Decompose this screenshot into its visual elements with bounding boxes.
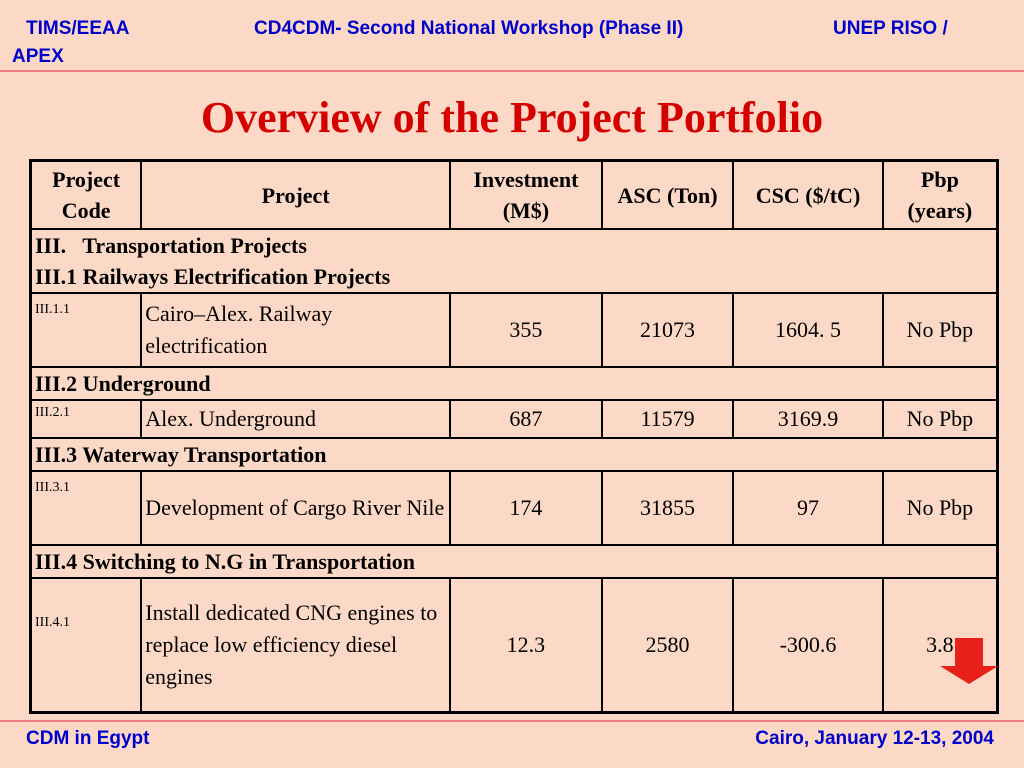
- project-portfolio-table: [29, 159, 999, 714]
- section-heading: [31, 229, 998, 293]
- col-header-csc: CSC ($/tC): [733, 161, 882, 230]
- footer-rule: [0, 720, 1024, 722]
- section-row: [31, 367, 998, 400]
- cell-asc: 2580: [602, 578, 734, 713]
- cell-csc: 1604. 5: [733, 293, 882, 367]
- cell-pbp: No Pbp: [883, 471, 998, 545]
- cell-code: III.1.1: [31, 293, 142, 367]
- cell-code: III.4.1: [31, 578, 142, 713]
- cell-csc: -300.6: [733, 578, 882, 713]
- footer-right: Cairo, January 12-13, 2004: [755, 728, 994, 749]
- cell-asc: 21073: [602, 293, 734, 367]
- section-row: [31, 229, 998, 293]
- table-row: [31, 578, 998, 713]
- header-org-right-cont: APEX: [12, 46, 64, 67]
- cell-project: Alex. Underground: [141, 400, 450, 438]
- cell-pbp: No Pbp: [883, 293, 998, 367]
- cell-asc: 11579: [602, 400, 734, 438]
- cell-project: Cairo–Alex. Railway electrification: [141, 293, 450, 367]
- cell-investment: 355: [450, 293, 602, 367]
- table-header-row: [31, 161, 998, 230]
- slide-header: [0, 0, 1024, 70]
- cell-pbp: 3.8: [883, 578, 998, 713]
- table-row: [31, 293, 998, 367]
- table-row: [31, 400, 998, 438]
- cell-code: III.3.1: [31, 471, 142, 545]
- header-workshop: CD4CDM- Second National Workshop (Phase II): [254, 18, 684, 39]
- group-heading-3: III.3 Waterway Transportation: [31, 438, 998, 471]
- cell-project: Development of Cargo River Nile: [141, 471, 450, 545]
- header-org-right: UNEP RISO /: [833, 18, 948, 39]
- col-header-investment: Investment (M$): [450, 161, 602, 230]
- section-row: [31, 545, 998, 578]
- group-heading-2: III.2 Underground: [31, 367, 998, 400]
- main-section-label: III. Transportation Projects: [35, 233, 307, 258]
- header-org-left: TIMS/EEAA: [26, 18, 130, 39]
- slide-title: Overview of the Project Portfolio: [200, 93, 824, 142]
- cell-csc: 3169.9: [733, 400, 882, 438]
- footer-left: CDM in Egypt: [26, 728, 150, 749]
- section-row: [31, 438, 998, 471]
- col-header-project: Project: [141, 161, 450, 230]
- group-heading-1: III.1 Railways Electrification Projects: [35, 264, 391, 289]
- cell-pbp: No Pbp: [883, 400, 998, 438]
- table-row: [31, 471, 998, 545]
- col-header-code: Project Code: [31, 161, 142, 230]
- cell-asc: 31855: [602, 471, 734, 545]
- header-rule: [0, 70, 1024, 72]
- group-heading-4: III.4 Switching to N.G in Transportation: [31, 545, 998, 578]
- down-arrow-icon[interactable]: [940, 638, 998, 684]
- cell-investment: 687: [450, 400, 602, 438]
- cell-investment: 174: [450, 471, 602, 545]
- cell-csc: 97: [733, 471, 882, 545]
- col-header-asc: ASC (Ton): [602, 161, 734, 230]
- cell-investment: 12.3: [450, 578, 602, 713]
- cell-project: Install dedicated CNG engines to replace low efficiency diesel engines: [141, 578, 450, 713]
- cell-code: III.2.1: [31, 400, 142, 438]
- col-header-pbp: Pbp (years): [883, 161, 998, 230]
